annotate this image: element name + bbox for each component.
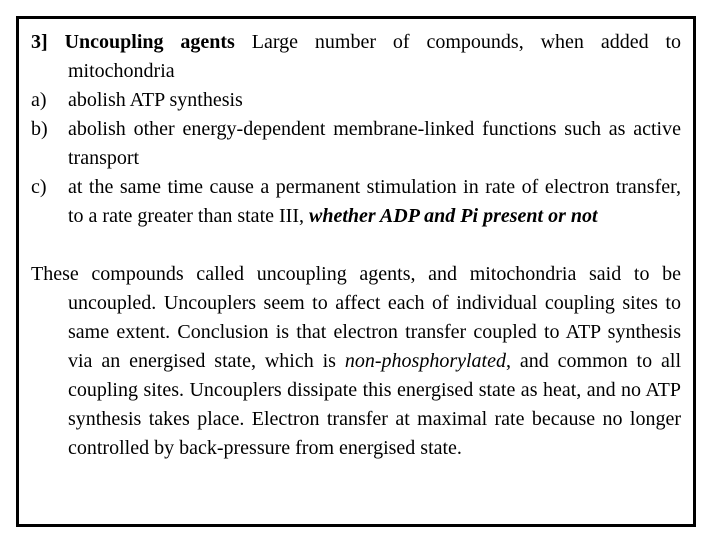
heading-number: 3] <box>31 31 48 53</box>
heading-title: Uncoupling agents <box>64 31 235 53</box>
slide-content <box>31 28 681 463</box>
paragraph-part2: , and common to all coupling sites. Uncouplers dissipate this energised state as heat, and no ATP synthesis takes place. Electron transfer at maximal rate because no longer controlled by back-pressure from energised state. <box>68 350 681 459</box>
body-paragraph <box>31 260 681 463</box>
paragraph-emphasis: non-phosphorylated <box>344 350 506 372</box>
slide-frame <box>16 16 696 527</box>
section-heading <box>31 28 681 86</box>
list-marker-a: a) <box>31 89 47 111</box>
paragraph-part1: These compounds called uncoupling agents, and mitochondria said to be uncoupled. Uncouplers seem to affect each of individual coupling sites to same extent. Conclusion is that electron transfer coupled to ATP synthesis via an energised state, which is <box>31 263 681 372</box>
list-emphasis-c: whether ADP and Pi present or not <box>308 205 598 227</box>
list-marker-c: c) <box>31 176 47 198</box>
list-text-c: at the same time cause a permanent stimulation in rate of electron transfer, to a rate greater than state III, <box>68 176 681 227</box>
heading-intro: Large number of compounds, when added to mitochondria <box>68 31 682 82</box>
paragraph-gap <box>31 231 681 260</box>
list-text-b: abolish other energy-dependent membrane-linked functions such as active transport <box>68 118 681 169</box>
list-text-a: abolish ATP synthesis <box>68 89 243 111</box>
list-item-a <box>31 86 681 115</box>
list-item-c <box>31 173 681 231</box>
list-item-b <box>31 115 681 173</box>
list-marker-b: b) <box>31 118 48 140</box>
